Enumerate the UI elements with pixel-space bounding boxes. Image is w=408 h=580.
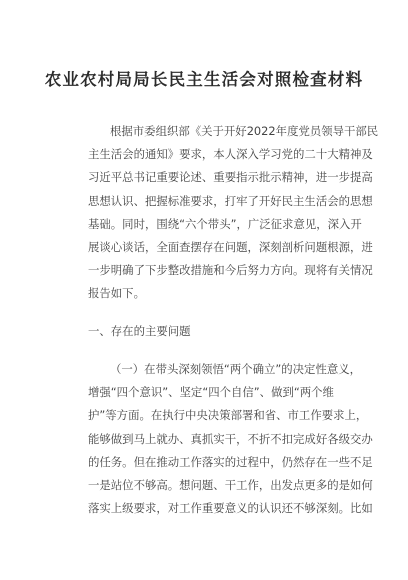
document-title: 农业农村局局长民主生活会对照检查材料 — [44, 70, 364, 89]
paragraph-line: 思想认识、把握标准要求，打牢了开好民主生活会的思想 — [88, 193, 373, 208]
paragraph-line: 增强“四个意识”、坚定“四个自信”、做到“两个维 — [88, 385, 334, 400]
paragraph-line: 主生活会的通知》要求，本人深入学习党的二十大精神及 — [88, 147, 373, 162]
section-1-paragraph — [88, 358, 373, 520]
intro-paragraph — [88, 120, 379, 306]
paragraph-line: 展谈心谈话，全面查摆存在问题，深刻剖析问题根源，进 — [88, 239, 373, 254]
paragraph-line: 落实上级要求，对工作重要意义的认识还不够深刻。比如 — [88, 501, 373, 516]
paragraph-line: 报告如下。 — [88, 286, 145, 301]
paragraph-line: 护”等方面。在执行中央决策部署和省、市工作要求上， — [88, 408, 368, 423]
paragraph-line: 一步明确了下步整改措施和今后努力方向。现将有关情况 — [88, 263, 373, 278]
section-heading: 一、存在的主要问题 — [88, 324, 191, 338]
paragraph-line: 能够做到马上就办、真抓实干，不折不扣完成好各级交办 — [88, 431, 373, 446]
paragraph-line: （一）在带头深刻领悟“两个确立”的决定性意义， — [110, 362, 362, 376]
paragraph-line: 一是站位不够高。想问题、干工作，出发点更多的是如何 — [88, 477, 373, 492]
paragraph-line: 习近平总书记重要论述、重要指示批示精神，进一步提高 — [88, 170, 373, 185]
paragraph-line: 的任务。但在推动工作落实的过程中，仍然存在一些不足 — [88, 454, 373, 469]
paragraph-line: 基础。同时，围绕“六个带头”，广泛征求意见，深入开 — [88, 216, 362, 231]
paragraph-line: 根据市委组织部《关于开好2022年度党员领导干部民 — [110, 124, 379, 138]
